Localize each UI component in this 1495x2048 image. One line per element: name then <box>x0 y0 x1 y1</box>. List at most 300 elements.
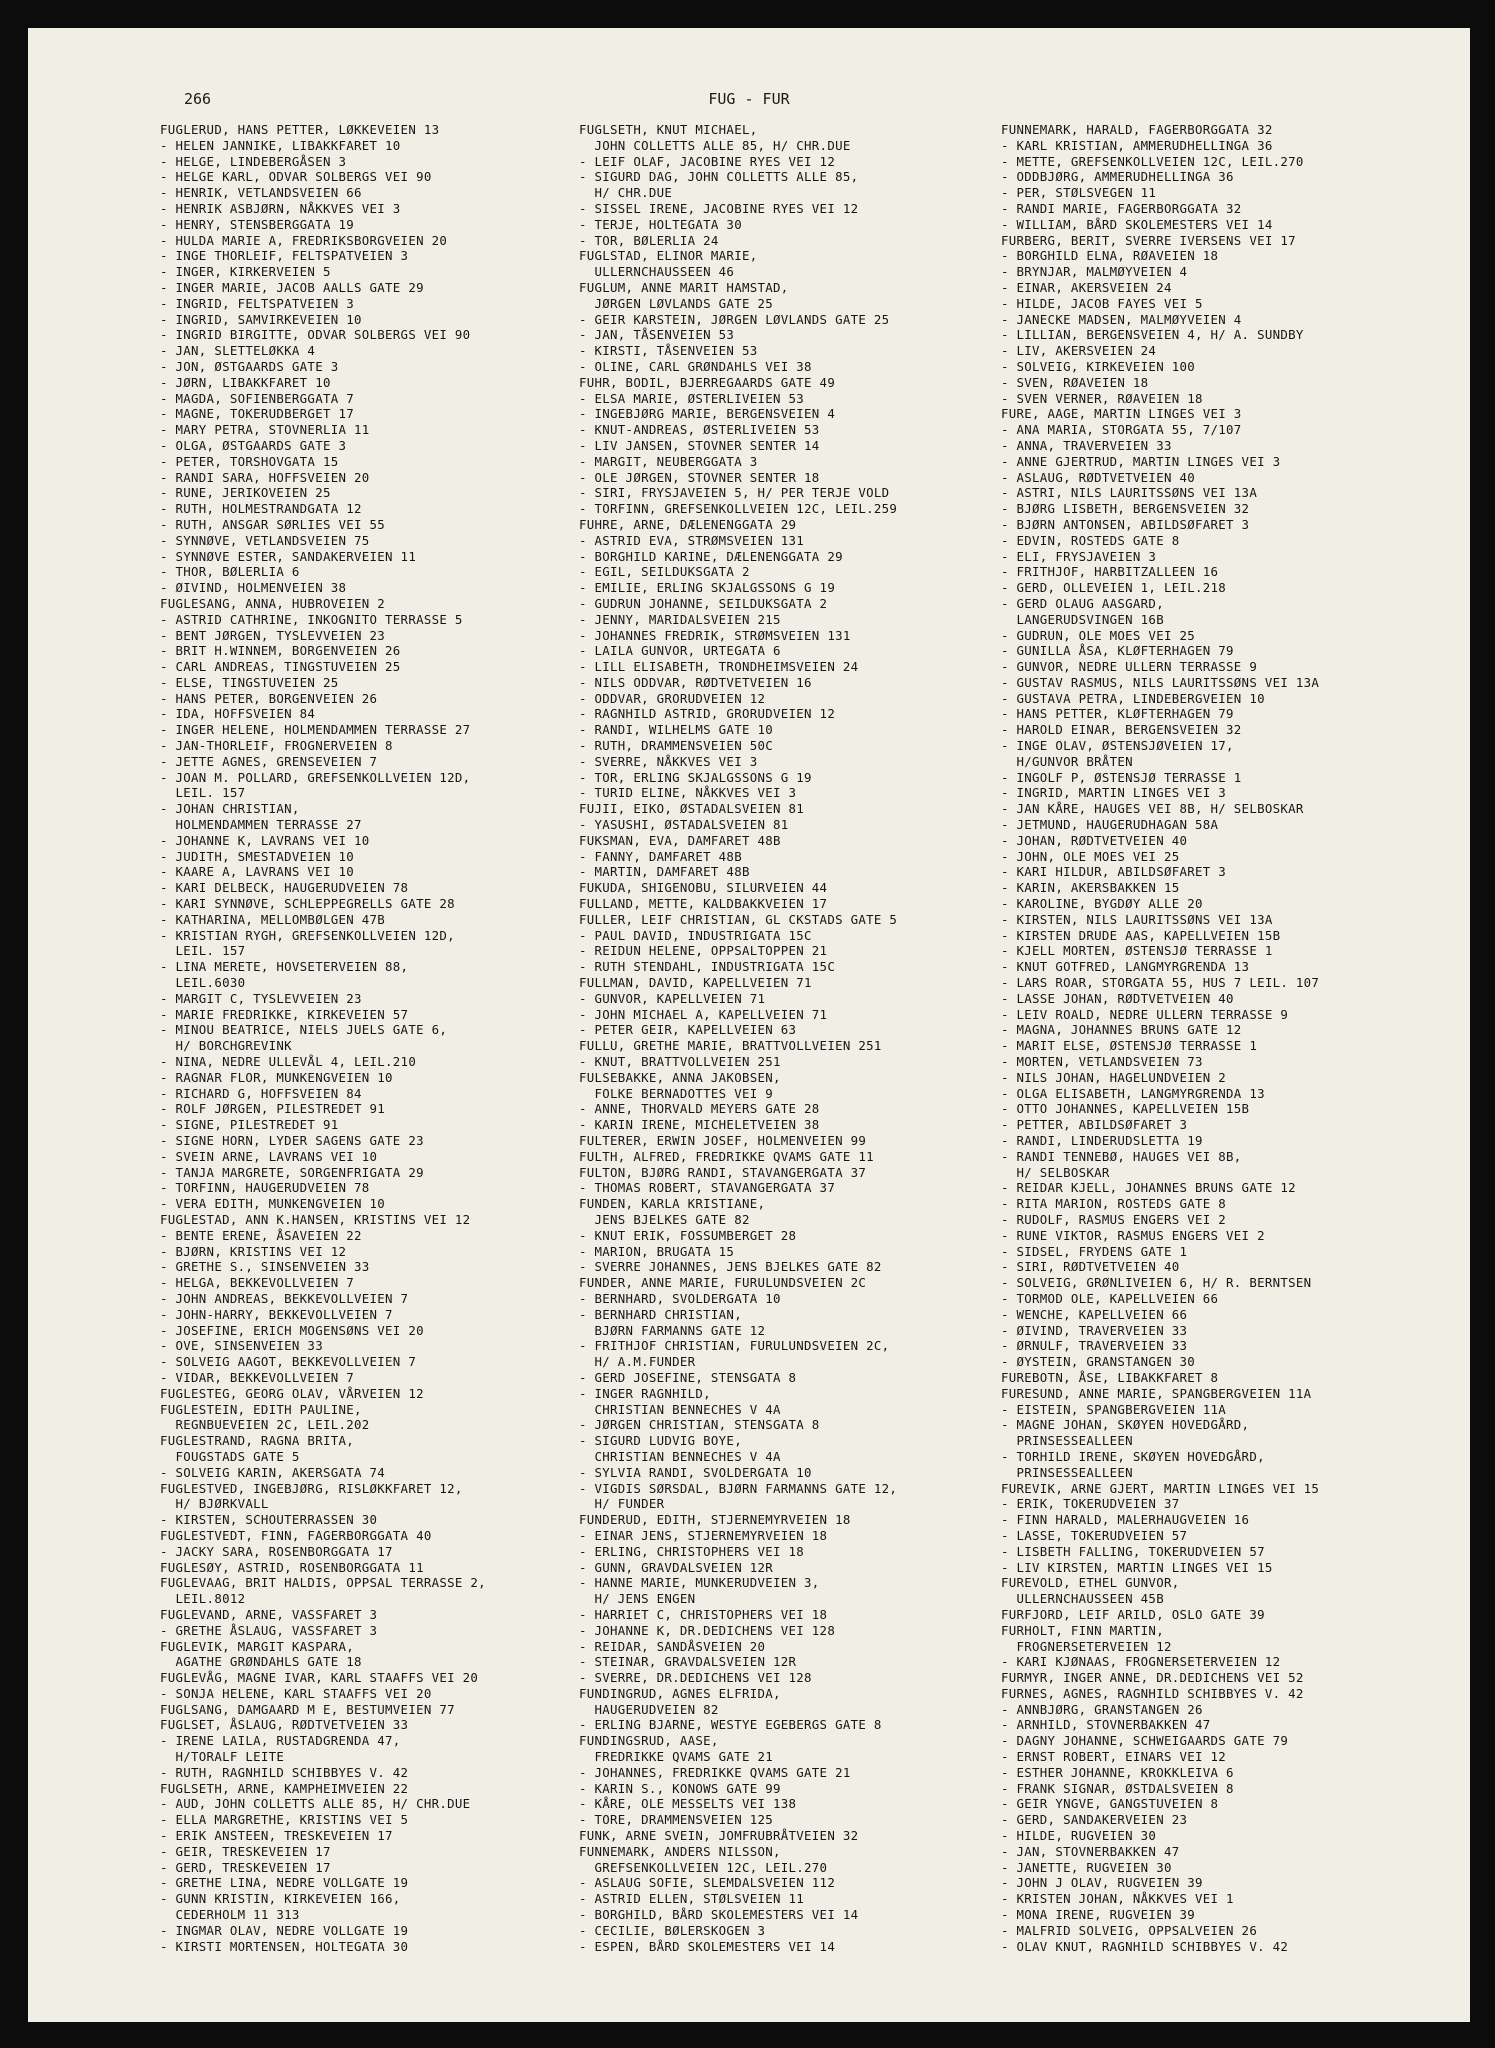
directory-entry-line: - TURID ELINE, NÅKKVES VEI 3 <box>579 785 797 801</box>
directory-entry-line: JOHN COLLETTS ALLE 85, H/ CHR.DUE <box>579 137 851 153</box>
directory-entry-line: - LASSE, TOKERUDVEIEN 57 <box>1001 1527 1188 1543</box>
directory-entry-line: - INGE THORLEIF, FELTSPATVEIEN 3 <box>160 248 409 264</box>
directory-entry-line: FUGLESANG, ANNA, HUBROVEIEN 2 <box>160 595 386 611</box>
directory-entry-line: - KNUT ERIK, FOSSUMBERGET 28 <box>579 1227 797 1243</box>
directory-entry-line: - SIGNE HORN, LYDER SAGENS GATE 23 <box>160 1133 424 1148</box>
directory-entry-line: FUGLESTVEDT, FINN, FAGERBORGGATA 40 <box>160 1527 432 1543</box>
directory-entry-line: - HELEN JANNIKE, LIBAKKFARET 10 <box>160 137 401 153</box>
directory-entry-line: - FRANK SIGNAR, ØSTDALSVEIEN 8 <box>1001 1780 1234 1796</box>
directory-entry-line: FURHOLT, FINN MARTIN, <box>1001 1622 1164 1638</box>
directory-entry-line: - AUD, JOHN COLLETTS ALLE 85, H/ CHR.DUE <box>160 1796 471 1812</box>
directory-entry-line: - KARI SYNNØVE, SCHLEPPEGRELLS GATE 28 <box>160 896 455 912</box>
directory-entry-line: - SVERRE, NÅKKVES VEI 3 <box>579 753 758 769</box>
directory-entry-line: - ANA MARIA, STORGATA 55, 7/107 <box>1001 422 1242 438</box>
directory-entry-line: - NILS ODDVAR, RØDTVETVEIEN 16 <box>579 674 812 690</box>
directory-entry-line: - ØYSTEIN, GRANSTANGEN 30 <box>1001 1354 1195 1370</box>
directory-entry-line: CEDERHOLM 11 313 <box>160 1907 300 1923</box>
directory-entry-line: FUGLEVIK, MARGIT KASPARA, <box>160 1638 354 1654</box>
directory-entry-line: - ERIK ANSTEEN, TRESKEVEIEN 17 <box>160 1828 393 1844</box>
directory-entry-line: FUJII, EIKO, ØSTADALSVEIEN 81 <box>579 801 805 817</box>
directory-entry-line: - RANDI TENNEBØ, HAUGES VEI 8B, <box>1001 1148 1242 1164</box>
directory-entry-line: FREDRIKKE QVAMS GATE 21 <box>579 1749 773 1765</box>
directory-entry-line: - SOLVEIG AAGOT, BEKKEVOLLVEIEN 7 <box>160 1354 417 1370</box>
directory-entry-line: - BENT JØRGEN, TYSLEVVEIEN 23 <box>160 627 386 643</box>
directory-entry-line: - JOHANNE K, LAVRANS VEI 10 <box>160 832 370 848</box>
directory-entry-line: - VIDAR, BEKKEVOLLVEIEN 7 <box>160 1369 354 1385</box>
directory-entry-line: FUNNEMARK, ANDERS NILSSON, <box>579 1843 781 1859</box>
directory-entry-line: - KNUT, BRATTVOLLVEIEN 251 <box>579 1054 781 1070</box>
directory-entry-line: H/ BORCHGREVINK <box>160 1038 292 1054</box>
directory-entry-line: - SVEN, RØAVEIEN 18 <box>1001 374 1149 390</box>
directory-entry-line: FUGLESTEG, GEORG OLAV, VÅRVEIEN 12 <box>160 1385 424 1401</box>
directory-entry-line: FUGLESØY, ASTRID, ROSENBORGGATA 11 <box>160 1559 424 1575</box>
directory-entry-line: - CARL ANDREAS, TINGSTUVEIEN 25 <box>160 659 401 675</box>
directory-entry-line: - MARGIT C, TYSLEVVEIEN 23 <box>160 990 362 1006</box>
directory-entry-line: HAUGERUDVEIEN 82 <box>579 1701 719 1717</box>
directory-entry-line: - INGRID, SAMVIRKEVEIEN 10 <box>160 311 362 327</box>
directory-entry-line: - MAGDA, SOFIENBERGGATA 7 <box>160 390 354 406</box>
directory-entry-line: - GUSTAVA PETRA, LINDEBERGVEIEN 10 <box>1001 690 1265 706</box>
directory-entry-line: - KÅRE, OLE MESSELTS VEI 138 <box>579 1796 797 1812</box>
directory-entry-line: - GUDRUN JOHANNE, SEILDUKSGATA 2 <box>579 595 828 611</box>
directory-entry-line: - KNUT GOTFRED, LANGMYRGRENDA 13 <box>1001 959 1250 975</box>
directory-entry-line: - FINN HARALD, MALERHAUGVEIEN 16 <box>1001 1512 1250 1528</box>
directory-entry-line: - GRETHE ÅSLAUG, VASSFARET 3 <box>160 1622 378 1638</box>
directory-entry-line: FURE, AAGE, MARTIN LINGES VEI 3 <box>1001 406 1242 422</box>
directory-entry-line: - KARIN, AKERSBAKKEN 15 <box>1001 880 1180 896</box>
directory-entry-line: - ANNE GJERTRUD, MARTIN LINGES VEI 3 <box>1001 453 1281 469</box>
directory-entry-line: H/ FUNDER <box>579 1496 665 1512</box>
directory-entry-line: FUGLERUD, HANS PETTER, LØKKEVEIEN 13 <box>160 122 440 137</box>
directory-entry-line: FUREVOLD, ETHEL GUNVOR, <box>1001 1575 1180 1591</box>
directory-entry-line: FUGLSTAD, ELINOR MARIE, <box>579 248 758 264</box>
directory-entry-line: FUREBOTN, ÅSE, LIBAKKFARET 8 <box>1001 1369 1219 1385</box>
directory-entry-line: - ELI, FRYSJAVEIEN 3 <box>1001 548 1157 564</box>
directory-entry-line: - JOAN M. POLLARD, GREFSENKOLLVEIEN 12D, <box>160 769 471 785</box>
directory-entry-line: - JANETTE, RUGVEIEN 30 <box>1001 1859 1172 1875</box>
directory-entry-line: - KIRSTI MORTENSEN, HOLTEGATA 30 <box>160 1938 409 1954</box>
directory-entry-line: JENS BJELKES GATE 82 <box>579 1211 750 1227</box>
directory-entry-line: - CECILIE, BØLERSKOGEN 3 <box>579 1922 766 1938</box>
directory-entry-line: - THOR, BØLERLIA 6 <box>160 564 300 580</box>
directory-entry-line: - TORE, DRAMMENSVEIEN 125 <box>579 1812 773 1828</box>
page-number: 266 <box>184 90 212 108</box>
directory-entry-line: LEIL.6030 <box>160 975 246 991</box>
directory-entry-line: - RANDI MARIE, FAGERBORGGATA 32 <box>1001 200 1242 216</box>
directory-entry-line: - KARI DELBECK, HAUGERUDVEIEN 78 <box>160 880 409 896</box>
directory-entry-line: - ASTRID EVA, STRØMSVEIEN 131 <box>579 532 805 548</box>
directory-entry-line: - PETTER, ABILDSØFARET 3 <box>1001 1117 1188 1133</box>
directory-entry-line: FUNDER, ANNE MARIE, FURULUNDSVEIEN 2C <box>579 1275 867 1291</box>
directory-entry-line: - SONJA HELENE, KARL STAAFFS VEI 20 <box>160 1685 432 1701</box>
directory-entry-line: FROGNERSETERVEIEN 12 <box>1001 1638 1172 1654</box>
directory-entry-line: - KNUT-ANDREAS, ØSTERLIVEIEN 53 <box>579 422 820 438</box>
page-header <box>28 90 1470 114</box>
directory-entry-line: - PER, STØLSVEGEN 11 <box>1001 185 1157 201</box>
directory-entry-line: - ØIVIND, TRAVERVEIEN 33 <box>1001 1322 1188 1338</box>
directory-entry-line: FUGLUM, ANNE MARIT HAMSTAD, <box>579 279 789 295</box>
directory-entry-line: HOLMENDAMMEN TERRASSE 27 <box>160 817 362 833</box>
directory-entry-line: - JOHAN CHRISTIAN, <box>160 801 300 817</box>
directory-entry-line: - RAGNHILD ASTRID, GRORUDVEIEN 12 <box>579 706 836 722</box>
directory-entry-line: - KIRSTEN, SCHOUTERRASSEN 30 <box>160 1512 378 1528</box>
directory-entry-line: PRINSESSEALLEEN <box>1001 1464 1133 1480</box>
directory-entry-line: - MAGNE, TOKERUDBERGET 17 <box>160 406 354 422</box>
directory-entry-line: - REIDAR KJELL, JOHANNES BRUNS GATE 12 <box>1001 1180 1296 1196</box>
directory-entry-line: LEIL.8012 <box>160 1591 246 1607</box>
directory-entry-line: - JOHN, OLE MOES VEI 25 <box>1001 848 1180 864</box>
directory-entry-line: - LASSE JOHAN, RØDTVETVEIEN 40 <box>1001 990 1234 1006</box>
directory-entry-line: - INGRID, MARTIN LINGES VEI 3 <box>1001 785 1227 801</box>
directory-entry-line: - BORGHILD, BÅRD SKOLEMESTERS VEI 14 <box>579 1907 859 1923</box>
directory-entry-line: - JOHANNES FREDRIK, STRØMSVEIEN 131 <box>579 627 851 643</box>
directory-entry-line: - BENTE ERENE, ÅSAVEIEN 22 <box>160 1227 362 1243</box>
directory-entry-line: - MINOU BEATRICE, NIELS JUELS GATE 6, <box>160 1022 448 1038</box>
directory-entry-line: - MARION, BRUGATA 15 <box>579 1243 735 1259</box>
directory-entry-line: - JOHN J OLAV, RUGVEIEN 39 <box>1001 1875 1203 1891</box>
directory-entry-line: - OLAV KNUT, RAGNHILD SCHIBBYES V. 42 <box>1001 1938 1289 1954</box>
directory-entry-line: - TORFINN, HAUGERUDVEIEN 78 <box>160 1180 370 1196</box>
directory-entry-line: PRINSESSEALLEEN <box>1001 1433 1133 1449</box>
directory-entry-line: - BJØRN, KRISTINS VEI 12 <box>160 1243 347 1259</box>
directory-entry-line: - JAN, TÅSENVEIEN 53 <box>579 327 735 343</box>
directory-entry-line: - EINAR JENS, STJERNEMYRVEIEN 18 <box>579 1527 828 1543</box>
directory-entry-line: - SVEN VERNER, RØAVEIEN 18 <box>1001 390 1203 406</box>
directory-entry-line: LANGERUDSVINGEN 16B <box>1001 611 1164 627</box>
directory-entry-line: - WENCHE, KAPELLVEIEN 66 <box>1001 1306 1188 1322</box>
directory-entry-line: FOLKE BERNADOTTES VEI 9 <box>579 1085 773 1101</box>
directory-entry-line: - INGER HELENE, HOLMENDAMMEN TERRASSE 27 <box>160 722 471 738</box>
directory-entry-line: - BORGHILD KARINE, DÆLENENGGATA 29 <box>579 548 843 564</box>
directory-entry-line: - KIRSTEN DRUDE AAS, KAPELLVEIEN 15B <box>1001 927 1281 943</box>
directory-entry-line: - TORFINN, GREFSENKOLLVEIEN 12C, LEIL.259 <box>579 501 898 517</box>
directory-entry-line: AGATHE GRØNDAHLS GATE 18 <box>160 1654 362 1670</box>
directory-entry-line: - ELLA MARGRETHE, KRISTINS VEI 5 <box>160 1812 409 1828</box>
directory-entry-line: - ASLAUG, RØDTVETVEIEN 40 <box>1001 469 1195 485</box>
directory-entry-line: - NINA, NEDRE ULLEVÅL 4, LEIL.210 <box>160 1054 417 1070</box>
directory-page <box>28 28 1470 2022</box>
directory-entry-line: - EISTEIN, SPANGBERGVEIEN 11A <box>1001 1401 1227 1417</box>
directory-entry-line: - LARS ROAR, STORGATA 55, HUS 7 LEIL. 107 <box>1001 975 1320 991</box>
directory-entry-line: - ODDVAR, GRORUDVEIEN 12 <box>579 690 766 706</box>
directory-entry-line: - ERIK, TOKERUDVEIEN 37 <box>1001 1496 1180 1512</box>
directory-entry-line: - ASTRID ELLEN, STØLSVEIEN 11 <box>579 1891 805 1907</box>
directory-entry-line: - KRISTEN JOHAN, NÅKKVES VEI 1 <box>1001 1891 1234 1907</box>
directory-entry-line: - SYLVIA RANDI, SVOLDERGATA 10 <box>579 1464 812 1480</box>
directory-entry-line: CHRISTIAN BENNECHES V 4A <box>579 1448 781 1464</box>
directory-entry-line: - GUNILLA ÅSA, KLØFTERHAGEN 79 <box>1001 643 1234 659</box>
directory-entry-line: - ODDBJØRG, AMMERUDHELLINGA 36 <box>1001 169 1234 185</box>
directory-entry-line: - TANJA MARGRETE, SORGENFRIGATA 29 <box>160 1164 424 1180</box>
directory-entry-line: - SVERRE JOHANNES, JENS BJELKES GATE 82 <box>579 1259 882 1275</box>
directory-entry-line: FURBERG, BERIT, SVERRE IVERSENS VEI 17 <box>1001 232 1296 248</box>
directory-entry-line: - HENRY, STENSBERGGATA 19 <box>160 216 354 232</box>
directory-entry-line: - MAGNA, JOHANNES BRUNS GATE 12 <box>1001 1022 1242 1038</box>
directory-entry-line: - EMILIE, ERLING SKJALGSSONS G 19 <box>579 580 836 596</box>
directory-entry-line: - GUNVOR, KAPELLVEIEN 71 <box>579 990 766 1006</box>
directory-entry-line: FUGLEVÅG, MAGNE IVAR, KARL STAAFFS VEI 20 <box>160 1670 479 1686</box>
directory-entry-line: - TORHILD IRENE, SKØYEN HOVEDGÅRD, <box>1001 1448 1265 1464</box>
directory-entry-line: - MORTEN, VETLANDSVEIEN 73 <box>1001 1054 1203 1070</box>
directory-entry-line: - BERNHARD CHRISTIAN, <box>579 1306 742 1322</box>
directory-entry-line: - ASLAUG SOFIE, SLEMDALSVEIEN 112 <box>579 1875 836 1891</box>
directory-entry-line: - RICHARD G, HOFFSVEIEN 84 <box>160 1085 362 1101</box>
directory-entry-line: - WILLIAM, BÅRD SKOLEMESTERS VEI 14 <box>1001 216 1273 232</box>
directory-entry-line: - BRYNJAR, MALMØYVEIEN 4 <box>1001 264 1188 280</box>
directory-entry-line: - MAGNE JOHAN, SKØYEN HOVEDGÅRD, <box>1001 1417 1250 1433</box>
directory-entry-line: LEIL. 157 <box>160 785 246 801</box>
directory-entry-line: - JOHN ANDREAS, BEKKEVOLLVEIEN 7 <box>160 1290 409 1306</box>
directory-entry-line: - GERD, SANDAKERVEIEN 23 <box>1001 1812 1188 1828</box>
directory-entry-line: GREFSENKOLLVEIEN 12C, LEIL.270 <box>579 1859 828 1875</box>
directory-entry-line: - KARI KJØNAAS, FROGNERSETERVEIEN 12 <box>1001 1654 1281 1670</box>
directory-entry-line: FULLU, GRETHE MARIE, BRATTVOLLVEIEN 251 <box>579 1038 882 1054</box>
directory-entry-line: - INGER RAGNHILD, <box>579 1385 711 1401</box>
directory-entry-line: - JAN, STOVNERBAKKEN 47 <box>1001 1843 1180 1859</box>
directory-entry-line: - SVERRE, DR.DEDICHENS VEI 128 <box>579 1670 812 1686</box>
directory-entry-line: - KARIN IRENE, MICHELETVEIEN 38 <box>579 1117 820 1133</box>
directory-entry-line: - BRIT H.WINNEM, BORGENVEIEN 26 <box>160 643 401 659</box>
directory-entry-line: - OVE, SINSENVEIEN 33 <box>160 1338 323 1354</box>
directory-entry-line: - OLGA ELISABETH, LANGMYRGRENDA 13 <box>1001 1085 1265 1101</box>
directory-entry-line: - ANNA, TRAVERVEIEN 33 <box>1001 437 1172 453</box>
directory-entry-line: FOUGSTADS GATE 5 <box>160 1448 300 1464</box>
directory-entry-line: - JØRN, LIBAKKFARET 10 <box>160 374 331 390</box>
directory-entry-line: - LISBETH FALLING, TOKERUDVEIEN 57 <box>1001 1543 1265 1559</box>
directory-entry-line: FUGLESTVED, INGEBJØRG, RISLØKKFARET 12, <box>160 1480 463 1496</box>
directory-entry-line: H/GUNVOR BRÅTEN <box>1001 753 1133 769</box>
directory-entry-line: - STEINAR, GRAVDALSVEIEN 12R <box>579 1654 797 1670</box>
directory-entry-line: - BORGHILD ELNA, RØAVEIEN 18 <box>1001 248 1219 264</box>
directory-entry-line: - JAN, SLETTELØKKA 4 <box>160 343 316 359</box>
directory-entry-line: - ESTHER JOHANNE, KROKKLEIVA 6 <box>1001 1764 1234 1780</box>
directory-entry-line: - RANDI, LINDERUDSLETTA 19 <box>1001 1133 1203 1148</box>
directory-entry-line: - ERNST ROBERT, EINARS VEI 12 <box>1001 1749 1227 1765</box>
directory-entry-line: FULTERER, ERWIN JOSEF, HOLMENVEIEN 99 <box>579 1133 867 1148</box>
directory-entry-line: - KAROLINE, BYGDØY ALLE 20 <box>1001 896 1203 912</box>
directory-entry-line: - MARIE FREDRIKKE, KIRKEVEIEN 57 <box>160 1006 409 1022</box>
directory-entry-line: - TORMOD OLE, KAPELLVEIEN 66 <box>1001 1290 1219 1306</box>
directory-entry-line: FUHRE, ARNE, DÆLENENGGATA 29 <box>579 516 797 532</box>
directory-entry-line: - SOLVEIG, GRØNLIVEIEN 6, H/ R. BERNTSEN <box>1001 1275 1312 1291</box>
directory-entry-line: FUNDINGSRUD, AASE, <box>579 1733 719 1749</box>
directory-entry-line: H/ SELBOSKAR <box>1001 1164 1110 1180</box>
directory-entry-line: - LIV, AKERSVEIEN 24 <box>1001 343 1157 359</box>
directory-entry-line: - LINA MERETE, HOVSETERVEIEN 88, <box>160 959 409 975</box>
directory-entry-line: FUNDEN, KARLA KRISTIANE, <box>579 1196 766 1212</box>
directory-entry-line: FURMYR, INGER ANNE, DR.DEDICHENS VEI 52 <box>1001 1670 1304 1686</box>
directory-column-2 <box>579 122 989 1954</box>
directory-entry-line: - KARIN S., KONOWS GATE 99 <box>579 1780 781 1796</box>
directory-entry-line: - INGER, KIRKERVEIEN 5 <box>160 264 331 280</box>
directory-entry-line: - SIRI, FRYSJAVEIEN 5, H/ PER TERJE VOLD <box>579 485 890 501</box>
directory-entry-line: - HENRIK, VETLANDSVEIEN 66 <box>160 185 362 201</box>
directory-entry-line: FUREVIK, ARNE GJERT, MARTIN LINGES VEI 15 <box>1001 1480 1320 1496</box>
directory-entry-line: - RUTH, ANSGAR SØRLIES VEI 55 <box>160 516 386 532</box>
directory-entry-line: - RUTH STENDAHL, INDUSTRIGATA 15C <box>579 959 836 975</box>
directory-entry-line: - SVEIN ARNE, LAVRANS VEI 10 <box>160 1148 378 1164</box>
directory-entry-line: - LAILA GUNVOR, URTEGATA 6 <box>579 643 781 659</box>
directory-entry-line: FULLAND, METTE, KALDBAKKVEIEN 17 <box>579 896 828 912</box>
directory-entry-line: - JON, ØSTGAARDS GATE 3 <box>160 358 339 374</box>
directory-entry-line: H/ A.M.FUNDER <box>579 1354 696 1370</box>
directory-entry-line: H/TORALF LEITE <box>160 1749 285 1765</box>
directory-entry-line: - MALFRID SOLVEIG, OPPSALVEIEN 26 <box>1001 1922 1258 1938</box>
directory-entry-line: H/ JENS ENGEN <box>579 1591 696 1607</box>
directory-entry-line: - YASUSHI, ØSTADALSVEIEN 81 <box>579 817 789 833</box>
directory-entry-line: - RUDOLF, RASMUS ENGERS VEI 2 <box>1001 1211 1227 1227</box>
directory-entry-line: - JOSEFINE, ERICH MOGENSØNS VEI 20 <box>160 1322 424 1338</box>
directory-entry-line: - LEIV ROALD, NEDRE ULLERN TERRASSE 9 <box>1001 1006 1289 1022</box>
directory-entry-line: - EINAR, AKERSVEIEN 24 <box>1001 279 1172 295</box>
directory-entry-line: - RITA MARION, ROSTEDS GATE 8 <box>1001 1196 1227 1212</box>
directory-entry-line: - RANDI, WILHELMS GATE 10 <box>579 722 773 738</box>
page-title: FUG - FUR <box>708 90 790 108</box>
directory-entry-line: FUGLSET, ÅSLAUG, RØDTVETVEIEN 33 <box>160 1717 409 1733</box>
directory-entry-line: - JOHANNES, FREDRIKKE QVAMS GATE 21 <box>579 1764 851 1780</box>
directory-entry-line: - ANNBJØRG, GRANSTANGEN 26 <box>1001 1701 1203 1717</box>
directory-entry-line: - LILL ELISABETH, TRONDHEIMSVEIEN 24 <box>579 659 859 675</box>
directory-entry-line: - KARI HILDUR, ABILDSØFARET 3 <box>1001 864 1227 880</box>
directory-entry-line: FUGLEVAAG, BRIT HALDIS, OPPSAL TERRASSE 2, <box>160 1575 486 1591</box>
directory-entry-line: FULLMAN, DAVID, KAPELLVEIEN 71 <box>579 975 812 991</box>
directory-entry-line: - GUNN, GRAVDALSVEIEN 12R <box>579 1559 773 1575</box>
directory-entry-line: FUNNEMARK, HARALD, FAGERBORGGATA 32 <box>1001 122 1273 137</box>
directory-entry-line: - ERLING, CHRISTOPHERS VEI 18 <box>579 1543 805 1559</box>
directory-entry-line: - JOHANNE K, DR.DEDICHENS VEI 128 <box>579 1622 836 1638</box>
directory-entry-line: - FRITHJOF, HARBITZALLEEN 16 <box>1001 564 1219 580</box>
directory-entry-line: FULTON, BJØRG RANDI, STAVANGERGATA 37 <box>579 1164 867 1180</box>
directory-entry-line: - PETER, TORSHOVGATA 15 <box>160 453 339 469</box>
directory-entry-line: LEIL. 157 <box>160 943 246 959</box>
directory-entry-line: - SYNNØVE ESTER, SANDAKERVEIEN 11 <box>160 548 417 564</box>
directory-entry-line: - GUSTAV RASMUS, NILS LAURITSSØNS VEI 13A <box>1001 674 1320 690</box>
directory-entry-line: - LEIF OLAF, JACOBINE RYES VEI 12 <box>579 153 836 169</box>
directory-entry-line: - REIDUN HELENE, OPPSALTOPPEN 21 <box>579 943 828 959</box>
directory-entry-line: - KATHARINA, MELLOMBØLGEN 47B <box>160 911 386 927</box>
directory-entry-line: - JETTE AGNES, GRENSEVEIEN 7 <box>160 753 378 769</box>
directory-entry-line: - KARL KRISTIAN, AMMERUDHELLINGA 36 <box>1001 137 1273 153</box>
directory-entry-line: - OTTO JOHANNES, KAPELLVEIEN 15B <box>1001 1101 1250 1117</box>
directory-entry-line: FUNDINGRUD, AGNES ELFRIDA, <box>579 1685 781 1701</box>
directory-entry-line: - JANECKE MADSEN, MALMØYVEIEN 4 <box>1001 311 1242 327</box>
directory-entry-line: - LIV KIRSTEN, MARTIN LINGES VEI 15 <box>1001 1559 1273 1575</box>
directory-entry-line: - SYNNØVE, VETLANDSVEIEN 75 <box>160 532 370 548</box>
directory-entry-line: FURNES, AGNES, RAGNHILD SCHIBBYES V. 42 <box>1001 1685 1304 1701</box>
directory-entry-line: - INGE OLAV, ØSTENSJØVEIEN 17, <box>1001 738 1234 754</box>
directory-entry-line: - ARNHILD, STOVNERBAKKEN 47 <box>1001 1717 1211 1733</box>
directory-entry-line: FUGLSANG, DAMGAARD M E, BESTUMVEIEN 77 <box>160 1701 455 1717</box>
directory-entry-line: - KIRSTEN, NILS LAURITSSØNS VEI 13A <box>1001 911 1273 927</box>
directory-entry-line: - LILLIAN, BERGENSVEIEN 4, H/ A. SUNDBY <box>1001 327 1304 343</box>
directory-entry-line: - GEIR, TRESKEVEIEN 17 <box>160 1843 331 1859</box>
directory-entry-line: - RANDI SARA, HOFFSVEIEN 20 <box>160 469 370 485</box>
directory-entry-line: - KRISTIAN RYGH, GREFSENKOLLVEIEN 12D, <box>160 927 455 943</box>
directory-entry-line: FUHR, BODIL, BJERREGAARDS GATE 49 <box>579 374 836 390</box>
directory-entry-line: - FRITHJOF CHRISTIAN, FURULUNDSVEIEN 2C, <box>579 1338 890 1354</box>
directory-entry-line: - HULDA MARIE A, FREDRIKSBORGVEIEN 20 <box>160 232 448 248</box>
directory-entry-line: - REIDAR, SANDÅSVEIEN 20 <box>579 1638 766 1654</box>
directory-entry-line: - GERD, OLLEVEIEN 1, LEIL.218 <box>1001 580 1227 596</box>
directory-entry-line: - SIDSEL, FRYDENS GATE 1 <box>1001 1243 1188 1259</box>
directory-entry-line: - INGEBJØRG MARIE, BERGENSVEIEN 4 <box>579 406 836 422</box>
directory-entry-line: - RUTH, DRAMMENSVEIEN 50C <box>579 738 773 754</box>
directory-entry-line: FURESUND, ANNE MARIE, SPANGBERGVEIEN 11A <box>1001 1385 1312 1401</box>
directory-entry-line: - JETMUND, HAUGERUDHAGAN 58A <box>1001 817 1219 833</box>
directory-entry-line: CHRISTIAN BENNECHES V 4A <box>579 1401 781 1417</box>
directory-entry-line: - JOHAN, RØDTVETVEIEN 40 <box>1001 832 1188 848</box>
directory-entry-line: - ROLF JØRGEN, PILESTREDET 91 <box>160 1101 386 1117</box>
directory-entry-line: - GEIR KARSTEIN, JØRGEN LØVLANDS GATE 25 <box>579 311 890 327</box>
directory-entry-line: - SIGURD DAG, JOHN COLLETTS ALLE 85, <box>579 169 859 185</box>
directory-entry-line: - HELGE, LINDEBERGÅSEN 3 <box>160 153 347 169</box>
directory-entry-line: - ØRNULF, TRAVERVEIEN 33 <box>1001 1338 1188 1354</box>
directory-entry-line: - INGMAR OLAV, NEDRE VOLLGATE 19 <box>160 1922 409 1938</box>
directory-entry-line: - BJØRN ANTONSEN, ABILDSØFARET 3 <box>1001 516 1250 532</box>
directory-entry-line: - JAN KÅRE, HAUGES VEI 8B, H/ SELBOSKAR <box>1001 801 1304 817</box>
directory-entry-line: FULLER, LEIF CHRISTIAN, GL CKSTADS GATE 5 <box>579 911 898 927</box>
directory-entry-line: - ASTRID CATHRINE, INKOGNITO TERRASSE 5 <box>160 611 463 627</box>
directory-entry-line: - HANNE MARIE, MUNKERUDVEIEN 3, <box>579 1575 820 1591</box>
directory-entry-line: - HAROLD EINAR, BERGENSVEIEN 32 <box>1001 722 1242 738</box>
directory-entry-line: FUKUDA, SHIGENOBU, SILURVEIEN 44 <box>579 880 828 896</box>
directory-entry-line: - GEIR YNGVE, GANGSTUVEIEN 8 <box>1001 1796 1219 1812</box>
directory-entry-line: ULLERNCHAUSSEEN 45B <box>1001 1591 1164 1607</box>
directory-entry-line: - BERNHARD, SVOLDERGATA 10 <box>579 1290 781 1306</box>
directory-entry-line: - OLE JØRGEN, STOVNER SENTER 18 <box>579 469 820 485</box>
directory-entry-line: - KAARE A, LAVRANS VEI 10 <box>160 864 354 880</box>
directory-entry-line: FUKSMAN, EVA, DAMFARET 48B <box>579 832 781 848</box>
directory-entry-line: - HELGE KARL, ODVAR SOLBERGS VEI 90 <box>160 169 432 185</box>
directory-entry-line: - MONA IRENE, RUGVEIEN 39 <box>1001 1907 1195 1923</box>
directory-entry-line: - GERD JOSEFINE, STENSGATA 8 <box>579 1369 797 1385</box>
directory-entry-line: BJØRN FARMANNS GATE 12 <box>579 1322 766 1338</box>
directory-entry-line: FURFJORD, LEIF ARILD, OSLO GATE 39 <box>1001 1606 1265 1622</box>
directory-entry-line: FULTH, ALFRED, FREDRIKKE QVAMS GATE 11 <box>579 1148 874 1164</box>
directory-entry-line: - PETER GEIR, KAPELLVEIEN 63 <box>579 1022 797 1038</box>
directory-entry-line: - RAGNAR FLOR, MUNKENGVEIEN 10 <box>160 1069 393 1085</box>
directory-entry-line: - MARY PETRA, STOVNERLIA 11 <box>160 422 370 438</box>
directory-entry-line: - ELSA MARIE, ØSTERLIVEIEN 53 <box>579 390 805 406</box>
directory-entry-line: - PAUL DAVID, INDUSTRIGATA 15C <box>579 927 812 943</box>
directory-entry-line: - JØRGEN CHRISTIAN, STENSGATA 8 <box>579 1417 820 1433</box>
directory-entry-line: FUGLESTRAND, RAGNA BRITA, <box>160 1433 354 1449</box>
directory-entry-line: - ERLING BJARNE, WESTYE EGEBERGS GATE 8 <box>579 1717 882 1733</box>
directory-entry-line: - GUNN KRISTIN, KIRKEVEIEN 166, <box>160 1891 401 1907</box>
directory-entry-line: - JOHN-HARRY, BEKKEVOLLVEIEN 7 <box>160 1306 393 1322</box>
directory-entry-line: - HILDE, JACOB FAYES VEI 5 <box>1001 295 1203 311</box>
directory-entry-line: - SISSEL IRENE, JACOBINE RYES VEI 12 <box>579 200 859 216</box>
directory-entry-line: - OLINE, CARL GRØNDAHLS VEI 38 <box>579 358 812 374</box>
directory-entry-line: - HANS PETER, BORGENVEIEN 26 <box>160 690 378 706</box>
directory-entry-line: - VIGDIS SØRSDAL, BJØRN FARMANNS GATE 12, <box>579 1480 898 1496</box>
directory-entry-line: - INGOLF P, ØSTENSJØ TERRASSE 1 <box>1001 769 1242 785</box>
directory-entry-line: - ELSE, TINGSTUVEIEN 25 <box>160 674 339 690</box>
directory-entry-line: - GRETHE S., SINSENVEIEN 33 <box>160 1259 370 1275</box>
directory-entry-line: - JAN-THORLEIF, FROGNERVEIEN 8 <box>160 738 393 754</box>
directory-entry-line: FUGLSETH, KNUT MICHAEL, <box>579 122 758 137</box>
directory-entry-line: - HELGA, BEKKEVOLLVEIEN 7 <box>160 1275 354 1291</box>
directory-entry-line: - EDVIN, ROSTEDS GATE 8 <box>1001 532 1180 548</box>
directory-entry-line: - INGER MARIE, JACOB AALLS GATE 29 <box>160 279 424 295</box>
directory-column-1 <box>160 122 570 1954</box>
directory-entry-line: - TOR, ERLING SKJALGSSONS G 19 <box>579 769 812 785</box>
directory-entry-line: - HANS PETTER, KLØFTERHAGEN 79 <box>1001 706 1234 722</box>
directory-entry-line: - FANNY, DAMFARET 48B <box>579 848 742 864</box>
directory-entry-line: - MARGIT, NEUBERGGATA 3 <box>579 453 758 469</box>
directory-entry-line: FUNK, ARNE SVEIN, JOMFRUBRÅTVEIEN 32 <box>579 1828 859 1844</box>
directory-entry-line: - RUTH, RAGNHILD SCHIBBYES V. 42 <box>160 1764 409 1780</box>
